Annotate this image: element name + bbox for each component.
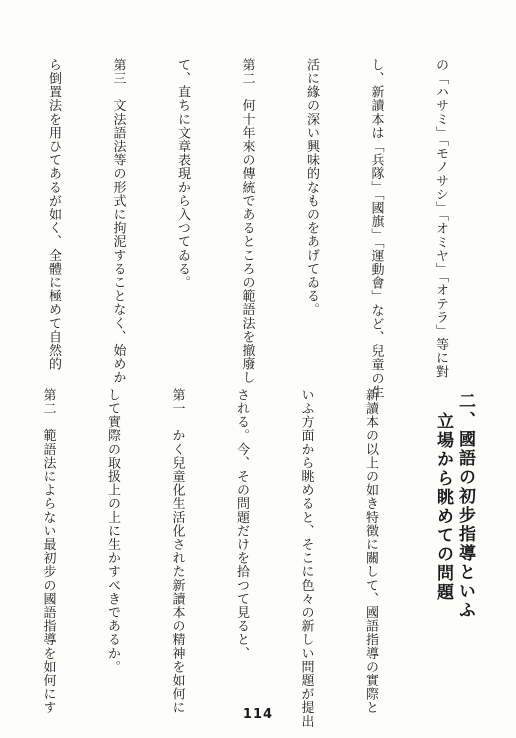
text-line: 第二 何十年來の傳統であるところの範語法を撤廢し [239, 58, 255, 385]
text-line: し、新讀本は「兵隊」「國旗」「運動會」など、兒童の生 [368, 58, 384, 399]
text-line: 第三 文法語法等の形式に拘泥することなく、始めか [110, 58, 126, 385]
text-line: して實際の取扱上の上に生かすべきであるか。 [105, 388, 120, 674]
page-number: 114 [242, 707, 274, 722]
text-line: 第一 かく兒童化生活化された新讀本の精神を如何に [169, 388, 185, 715]
text-line: て、直ちに文章表現から入つてゐる。 [175, 58, 190, 290]
section-subheading: 立場から眺めての問題 [433, 412, 453, 602]
section-heading: 二、國語の初步指導といふ [455, 392, 475, 620]
text-line: いふ方面から眺めると、そこに色々の新しい問題が提出 [298, 388, 314, 728]
text-line: の「ハサミ」「モノサシ」「オミヤ」「オテラ」等に對 [433, 58, 448, 379]
text-line: される。今、その問題だけを拾つて見ると、 [234, 388, 249, 660]
body-text-upper [0, 58, 494, 399]
text-line: 新讀本の以上の如き特徴に關して、國語指導の實際と [363, 388, 378, 715]
text-line: ら倒置法を用ひてあるが如く、全體に極めて自然的 [46, 58, 61, 371]
text-line: 第二 範語法によらない最初步の國語指導を如何にす [40, 388, 56, 715]
text-line: 活に緣の深い興味的なものをあげてゐる。 [304, 58, 319, 317]
